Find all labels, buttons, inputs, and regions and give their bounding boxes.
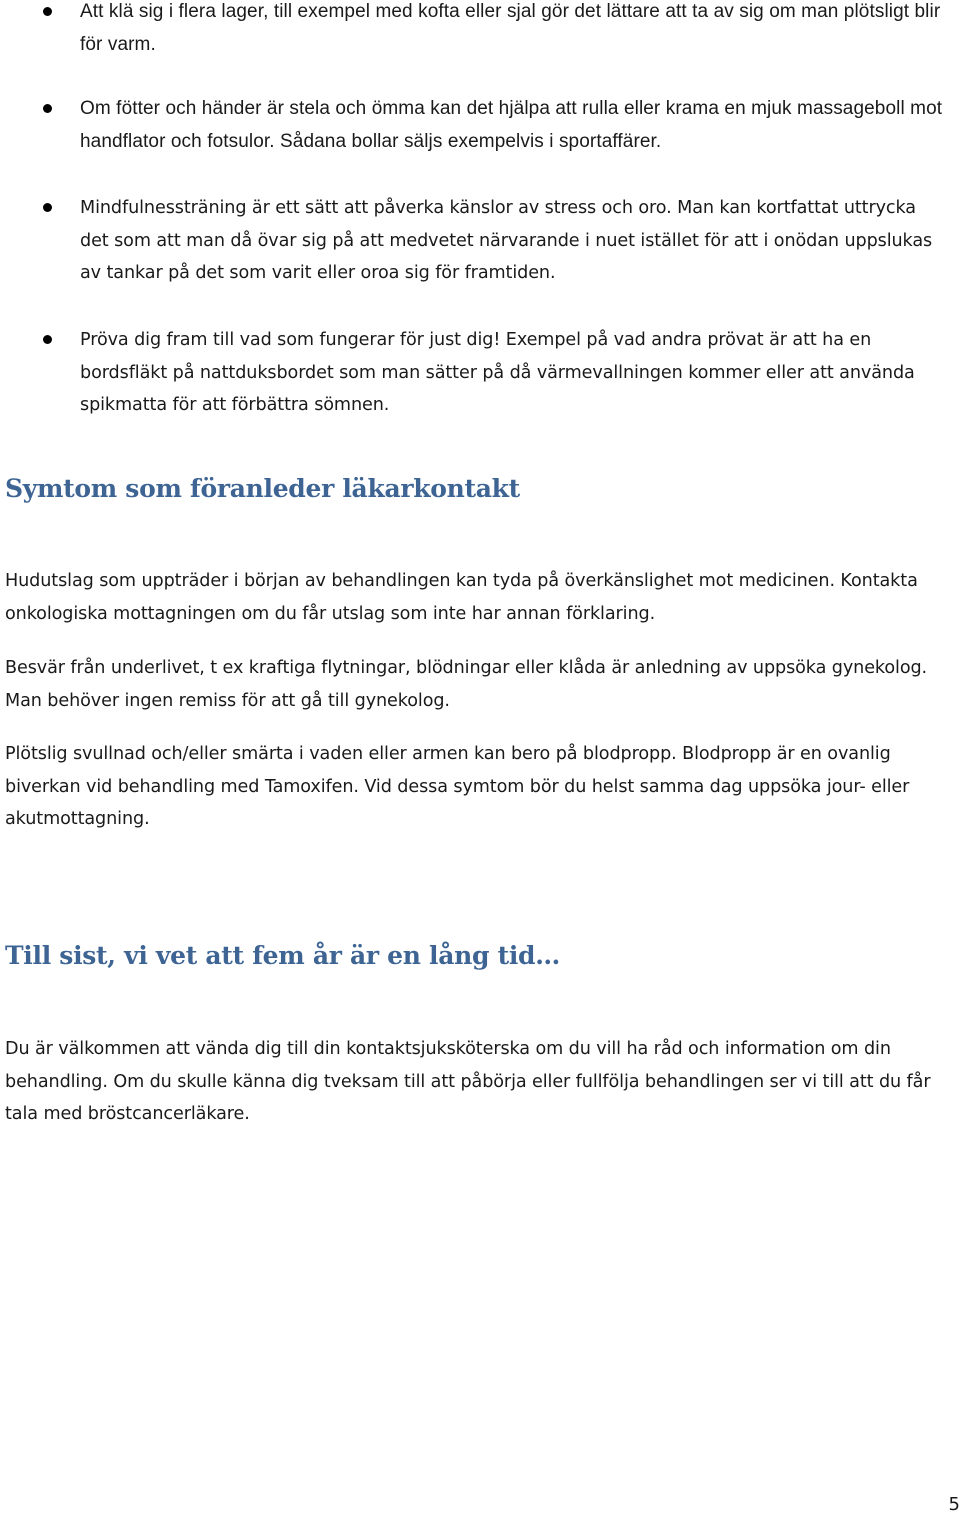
bullet-icon bbox=[43, 104, 52, 113]
bullet-icon bbox=[43, 203, 52, 212]
paragraph: Besvär från underlivet, t ex kraftiga flytningar, blödningar eller klåda är anledning av uppsöka gynekolog. Man behöver ingen remiss för att gå till gynekolog. bbox=[5, 658, 928, 711]
bullet-text: Att klä sig i flera lager, till exempel med kofta eller sjal gör det lättare att ta av sig om man plötsligt blir för varm. bbox=[80, 1, 941, 55]
section-heading: Symtom som föranleder läkarkontakt bbox=[5, 474, 520, 503]
paragraph: Plötslig svullnad och/eller smärta i vaden eller armen kan bero på blodpropp. Blodpropp är en ovanlig biverkan vid behandling med Tamoxifen. Vid dessa symtom bör du helst samma dag uppsöka jour- eller akutmottagning. bbox=[5, 744, 910, 829]
bullet-text: Mindfulnessträning är ett sätt att påverka känslor av stress och oro. Man kan kortfattat uttrycka det som att man då övar sig på att medvetet närvarande i nuet istället för att i onödan uppslukas av tankar på det som varit eller oroa sig för framtiden. bbox=[80, 198, 933, 283]
page-number: 5 bbox=[948, 1494, 960, 1515]
bullet-icon bbox=[43, 335, 52, 344]
bullet-text: Om fötter och händer är stela och ömma kan det hjälpa att rulla eller krama en mjuk massageboll mot handflator och fotsulor. Sådana bollar säljs exempelvis i sportaffärer. bbox=[80, 98, 943, 152]
bullet-text: Pröva dig fram till vad som fungerar för just dig! Exempel på vad andra prövat är att ha en bordsfläkt på nattduksbordet som man sätter på då värmevallningen kommer eller att använda spikmatta för att förbättra sömnen. bbox=[80, 330, 915, 415]
paragraph: Hudutslag som uppträder i början av behandlingen kan tyda på överkänslighet mot medicinen. Kontakta onkologiska mottagningen om du får utslag som inte har annan förklaring. bbox=[5, 571, 918, 624]
paragraph: Du är välkommen att vända dig till din kontaktsjuksköterska om du vill ha råd och information om din behandling. Om du skulle känna dig tveksam till att påbörja eller fullfölja behandlingen ser vi till att du får tala med bröstcancerläkare. bbox=[5, 1039, 931, 1124]
section-heading: Till sist, vi vet att fem år är en lång tid… bbox=[5, 941, 560, 970]
bullet-icon bbox=[43, 7, 52, 16]
